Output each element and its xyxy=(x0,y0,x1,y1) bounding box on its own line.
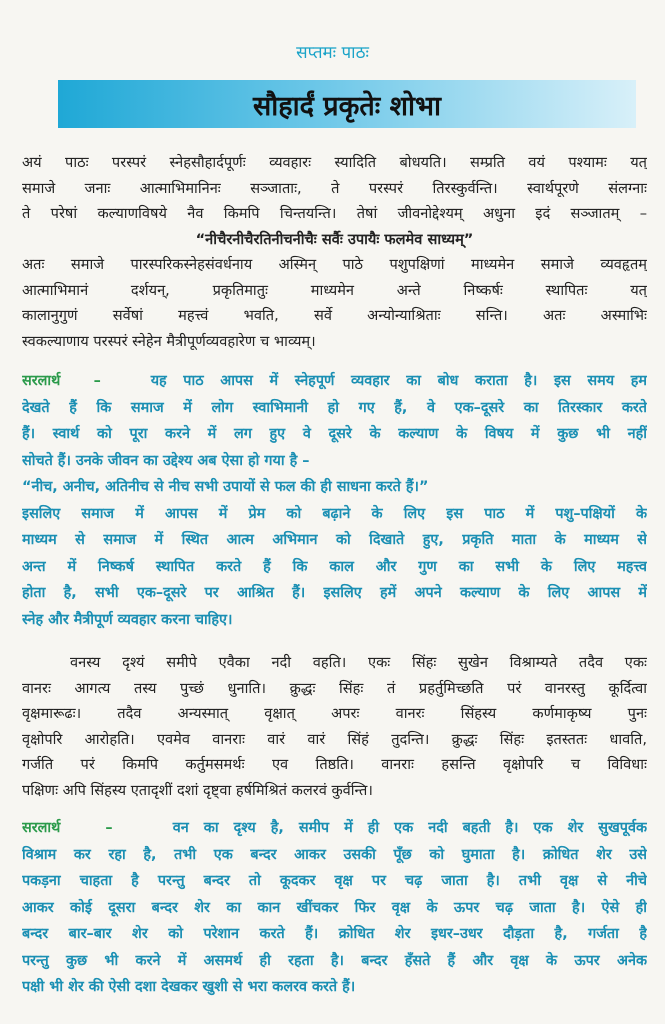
text-line: होता है, सभी एक–दूसरे पर आश्रित हैं। इसलिए हमें अपने कल्याण के लिए आपस में xyxy=(22,585,647,601)
dash: – xyxy=(93,373,101,389)
text-span: यह पाठ आपस में स्नेहपूर्ण व्यवहार का बोध कराता है। इस समय हम xyxy=(150,373,647,389)
intro-paragraph xyxy=(22,150,647,354)
text-line: वानरः आगत्य तस्य पुच्छं धुनाति। क्रुद्धः सिंहः तं प्रहर्तुमिच्छति परं वानरस्तु कूर्दित्वा xyxy=(22,679,647,697)
text-line: हैं। स्वार्थ को पूरा करने में लग हुए वे दूसरे के कल्याण के विषय में कुछ भी नहीं xyxy=(22,426,647,442)
title-banner xyxy=(58,80,636,128)
sanskrit-quote: “नीचैरनीचैरतिनीचनीचैः सर्वैः उपायैः फलमेव साध्यम्” xyxy=(195,230,474,248)
text-line: स्वकल्याणाय परस्परं स्नेहेन मैत्रीपूर्णव्यवहारेण च भाव्यम्। xyxy=(22,332,316,350)
story-paragraph xyxy=(22,650,647,803)
saralarth-label: सरलार्थ xyxy=(22,373,61,389)
lesson-title: सौहार्दं प्रकृतेः शोभा xyxy=(253,90,441,122)
text-line: स्नेह और मैत्रीपूर्ण व्यवहार करना चाहिए। xyxy=(22,611,233,628)
text-line: इसलिए समाज में आपस में प्रेम को बढ़ाने के लिए इस पाठ में पशु–पक्षियों के xyxy=(22,505,647,522)
text-line: कालानुगुणं सर्वेषां महत्त्वं भवति, सर्वे अन्योन्याश्रिताः सन्ति। अतः अस्माभिः xyxy=(22,307,647,324)
text-line: सोचते हैं। उनके जीवन का उद्देश्य अब ऐसा हो गया है – xyxy=(22,452,310,469)
text-line: “नीच, अनीच, अतिनीच से नीच सभी उपायों से फल की ही साधना करते हैं।” xyxy=(22,479,429,495)
text-line: अन्त में निष्कर्ष स्थापित करते हैं कि काल और गुण का सभी के लिए महत्त्व xyxy=(22,558,647,575)
text-line: समाजे जनाः आत्माभिमानिनः सञ्जाताः, ते परस्परं तिरस्कुर्वन्ति। स्वार्थपूरणे संलग्नाः xyxy=(22,179,647,197)
text-line: बन्दर बार–बार शेर को परेशान करते हैं। क्रोधित शेर इधर–उधर दौड़ता है, गर्जता है xyxy=(22,926,647,942)
dash: – xyxy=(105,820,113,836)
text-line: अयं पाठः परस्परं स्नेहसौहार्दपूर्णः व्यवहारः स्यादिति बोधयति। सम्प्रति वयं पश्यामः यत् xyxy=(22,154,647,171)
text-line: वृक्षोपरि आरोहति। एवमेव वानराः वारं वारं सिंहं तुदन्ति। क्रुद्धः सिंहः इतस्ततः धावति, xyxy=(22,730,647,748)
text-line: वृक्षमारूढः। तदैव अन्यस्मात् वृक्षात् अपरः वानरः सिंहस्य कर्णमाकृष्य पुनः xyxy=(22,705,647,722)
text-line: देखते हैं कि समाज में लोग स्वाभिमानी हो गए हैं, वे एक–दूसरे का तिरस्कार करते xyxy=(22,399,647,416)
text-line: आत्माभिमानं दर्शयन्, प्रकृतिमातुः माध्यमेन अन्ते निष्कर्षः स्थापितः यत् xyxy=(22,281,647,299)
saralarth-2 xyxy=(22,815,647,1001)
text-line xyxy=(22,368,647,395)
text-line: ते परेषां कल्याणविषये नैव किमपि चिन्तयन्ति। तेषां जीवनोद्देश्यम् अधुना इदं सञ्जातम् – xyxy=(22,205,647,222)
text-span: वन का दृश्य है, समीप में ही एक नदी बहती है। एक शेर सुखपूर्वक xyxy=(172,820,647,836)
text-line: पक्षिणः अपि सिंहस्य एतादृशीं दशां दृष्ट्वा हर्षमिश्रितं कलरवं कुर्वन्ति। xyxy=(22,781,373,799)
lesson-number: सप्तमः पाठः xyxy=(296,43,369,63)
text-line: माध्यम से समाज में स्थित आत्म अभिमान को दिखाते हुए, प्रकृति माता के माध्यम से xyxy=(22,532,647,548)
text-line: पक्षी भी शेर की ऐसी दशा देखकर खुशी से भरा कलरव करते हैं। xyxy=(22,979,356,995)
text-line: अतः समाजे पारस्परिकस्नेहसंवर्धनाय अस्मिन् पाठे पशुपक्षिणां माध्यमेन समाजे व्यवहृतम् xyxy=(22,256,647,273)
saralarth-label: सरलार्थ xyxy=(22,820,61,836)
text-line: आकर कोई दूसरा बन्दर शेर का कान खींचकर फिर वृक्ष के ऊपर चढ़ जाता है। ऐसे ही xyxy=(22,899,647,916)
text-line: पकड़ना चाहता है परन्तु बन्दर तो कूदकर वृक्ष पर चढ़ जाता है। तभी वृक्ष से नीचे xyxy=(22,873,647,889)
text-line: विश्राम कर रहा है, तभी एक बन्दर आकर उसकी पूँछ को घुमाता है। क्रोधित शेर उसे xyxy=(22,846,647,863)
text-line: वनस्य दृश्यं समीपे एवैका नदी वहति। एकः सिंहः सुखेन विश्राम्यते तदैव एकः xyxy=(70,654,647,671)
saralarth-1 xyxy=(22,368,647,633)
text-line: गर्जति परं किमपि कर्तुमसमर्थः एव तिष्ठति। वानराः हसन्ति वृक्षोपरि च विविधाः xyxy=(22,756,647,773)
text-line xyxy=(22,815,647,842)
text-line: परन्तु कुछ भी करने में असमर्थ ही रहता है। बन्दर हँसते हैं और वृक्ष के ऊपर अनेक xyxy=(22,952,647,969)
